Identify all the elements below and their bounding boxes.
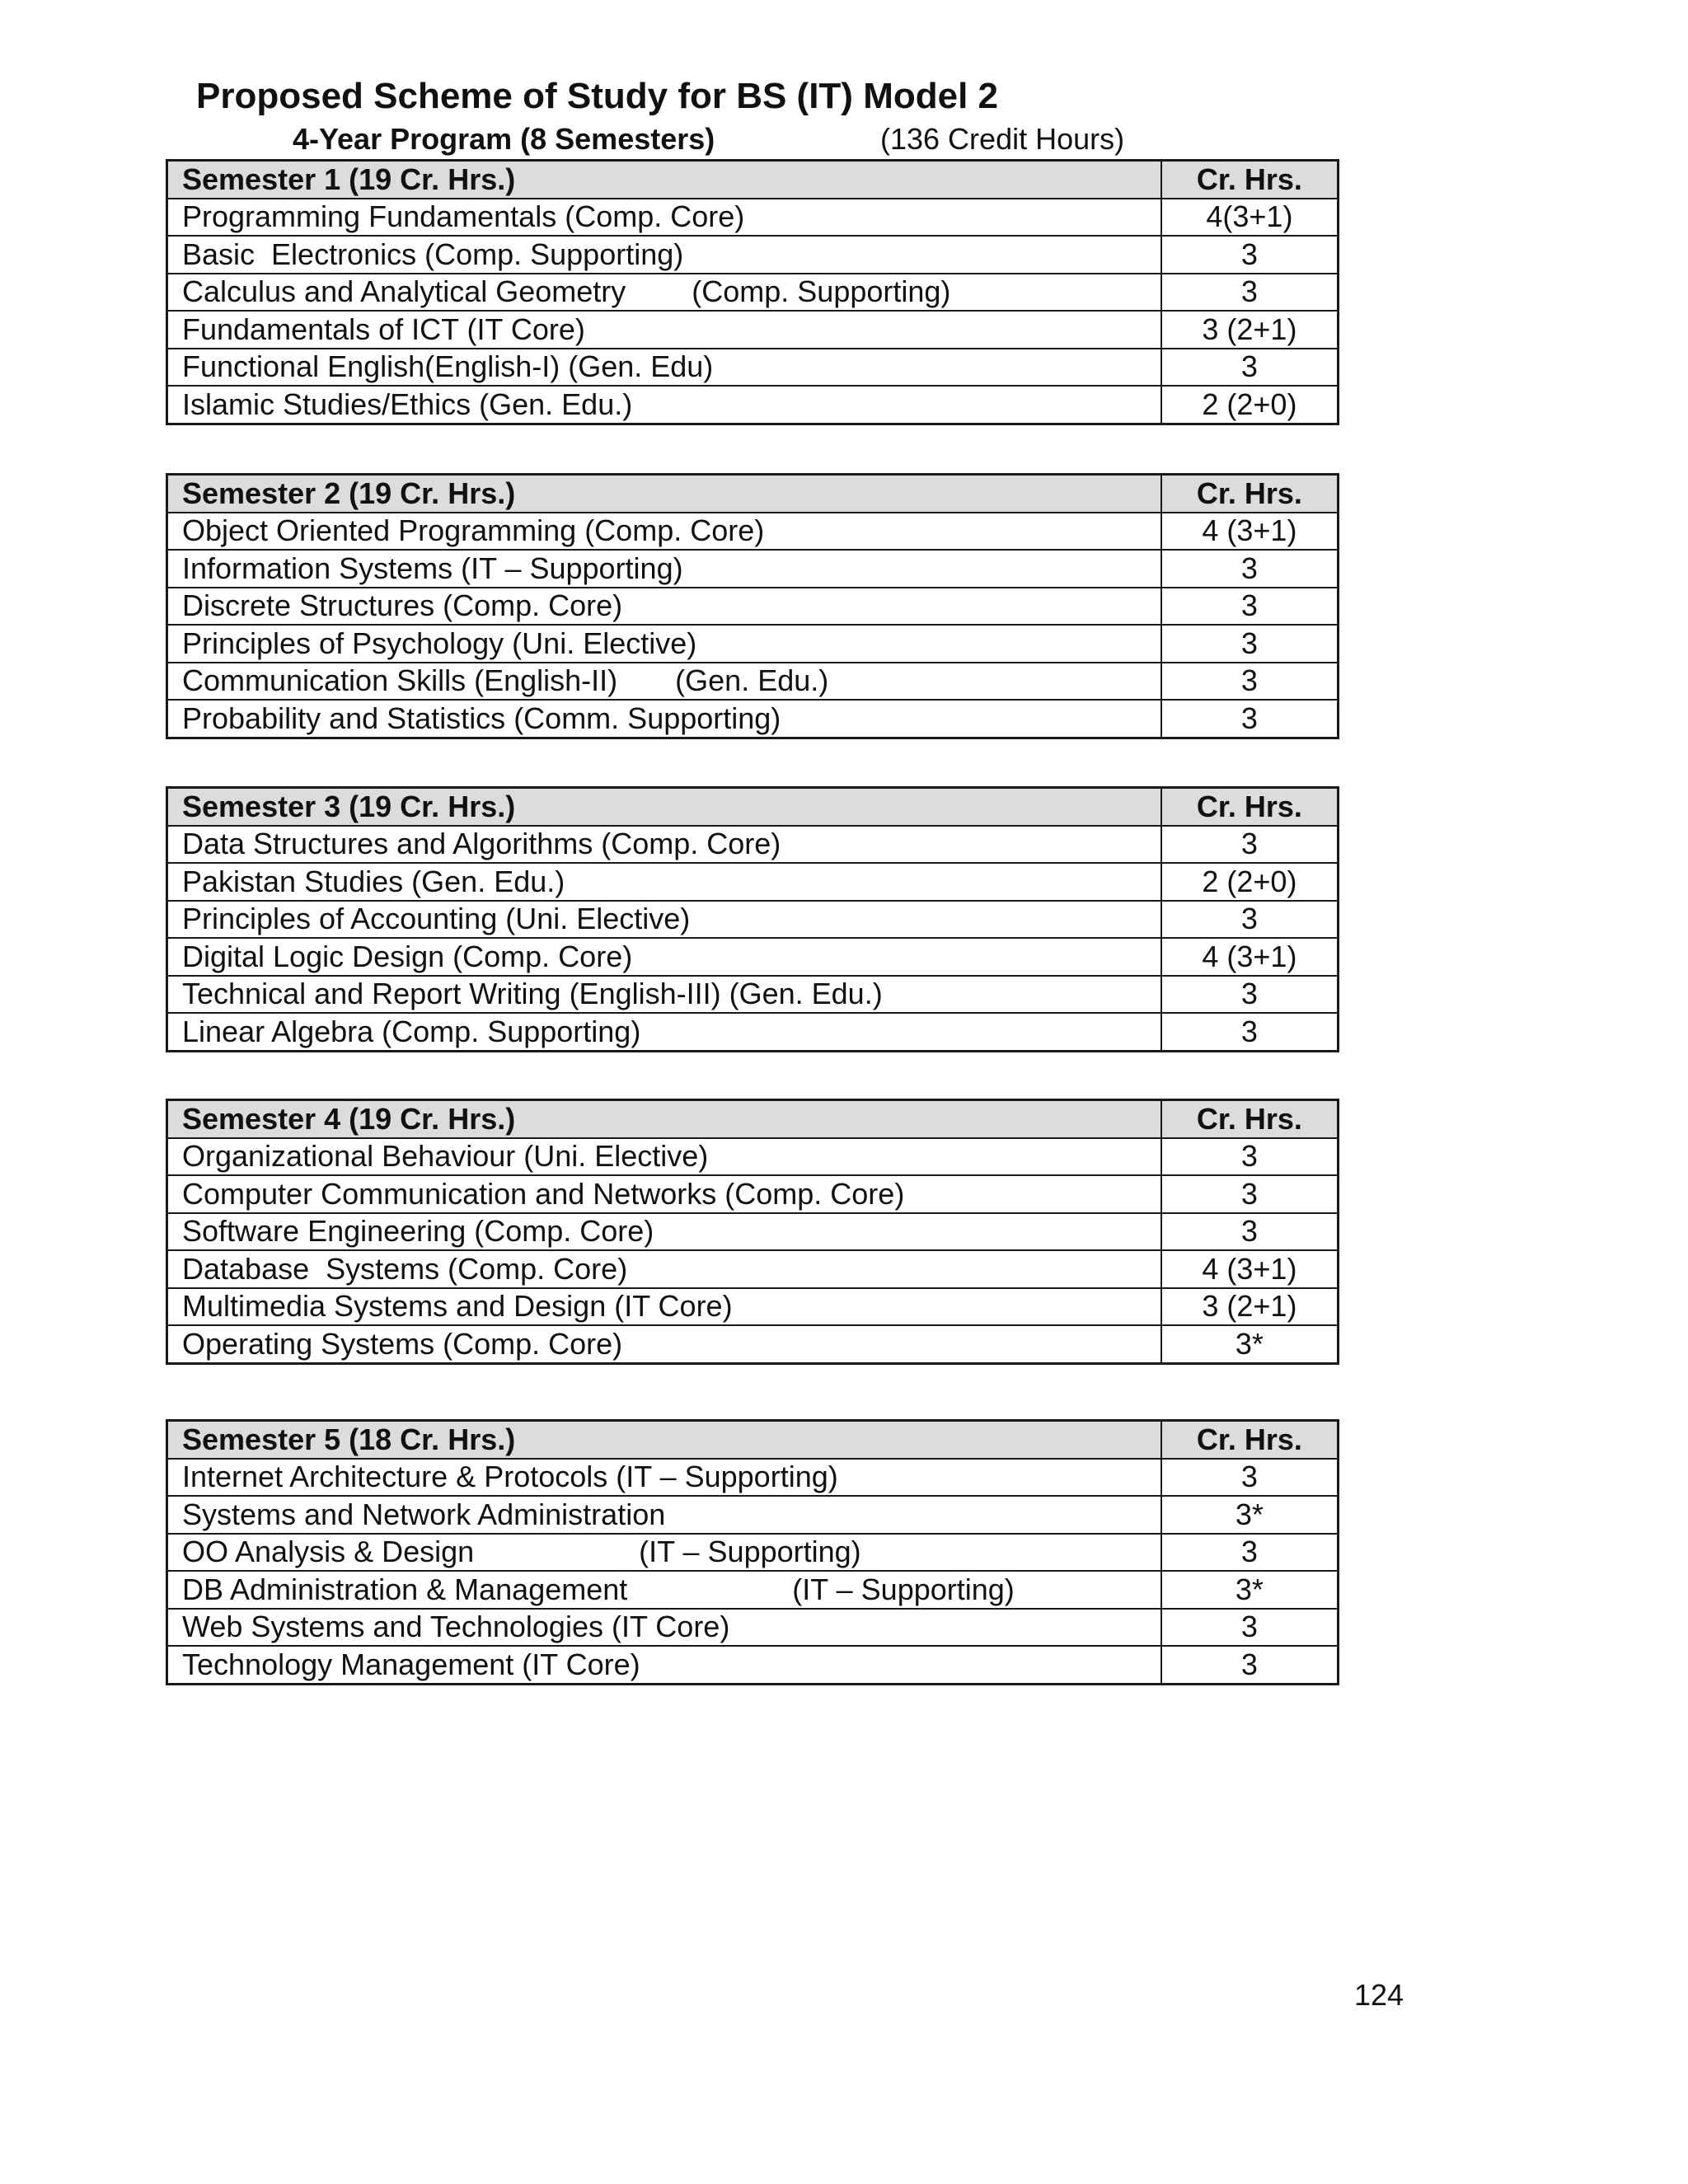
credit-hours-heading: Cr. Hrs. <box>1161 788 1339 826</box>
course-title: Digital Logic Design (Comp. Core) <box>167 938 1161 976</box>
semester-2-table <box>166 473 1339 739</box>
course-title: Web Systems and Technologies (IT Core) <box>167 1609 1161 1647</box>
course-title: Calculus and Analytical Geometry (Comp. Supporting) <box>167 274 1161 312</box>
semester-heading: Semester 2 (19 Cr. Hrs.) <box>167 475 1161 513</box>
course-title: Computer Communication and Networks (Comp. Core) <box>167 1175 1161 1213</box>
course-row <box>167 1288 1339 1326</box>
course-title: Discrete Structures (Comp. Core) <box>167 588 1161 626</box>
course-credit-hours: 4 (3+1) <box>1161 938 1339 976</box>
course-row <box>167 311 1339 349</box>
credit-hours-heading: Cr. Hrs. <box>1161 1421 1339 1459</box>
course-row <box>167 274 1339 312</box>
course-row <box>167 976 1339 1014</box>
course-credit-hours: 3 <box>1161 1175 1339 1213</box>
total-credit-hours: (136 Credit Hours) <box>880 122 1125 156</box>
course-row <box>167 826 1339 864</box>
course-row <box>167 1013 1339 1051</box>
table-header-row <box>167 161 1339 199</box>
credit-hours-heading: Cr. Hrs. <box>1161 1100 1339 1138</box>
course-row <box>167 1534 1339 1572</box>
course-row <box>167 700 1339 738</box>
table-header-row <box>167 1421 1339 1459</box>
program-duration: 4-Year Program (8 Semesters) <box>293 122 715 156</box>
table-header-row <box>167 475 1339 513</box>
course-row <box>167 1250 1339 1288</box>
course-title: Programming Fundamentals (Comp. Core) <box>167 199 1161 237</box>
course-row <box>167 1213 1339 1251</box>
course-row <box>167 1138 1339 1176</box>
course-title: Database Systems (Comp. Core) <box>167 1250 1161 1288</box>
course-credit-hours: 4 (3+1) <box>1161 1250 1339 1288</box>
document-title: Proposed Scheme of Study for BS (IT) Model 2 <box>196 76 998 116</box>
course-credit-hours: 3 <box>1161 1534 1339 1572</box>
course-title: Probability and Statistics (Comm. Supporting) <box>167 700 1161 738</box>
course-title: Internet Architecture & Protocols (IT – Supporting) <box>167 1459 1161 1497</box>
course-credit-hours: 3 <box>1161 588 1339 626</box>
course-credit-hours: 3 <box>1161 663 1339 701</box>
course-credit-hours: 3* <box>1161 1571 1339 1609</box>
course-title: Operating Systems (Comp. Core) <box>167 1325 1161 1363</box>
semester-4-table <box>166 1099 1339 1365</box>
course-credit-hours: 3 <box>1161 976 1339 1014</box>
course-row <box>167 513 1339 551</box>
course-title: Islamic Studies/Ethics (Gen. Edu.) <box>167 386 1161 424</box>
course-title: Multimedia Systems and Design (IT Core) <box>167 1288 1161 1326</box>
course-row <box>167 1325 1339 1363</box>
course-title: DB Administration & Management (IT – Supporting) <box>167 1571 1161 1609</box>
course-title: Software Engineering (Comp. Core) <box>167 1213 1161 1251</box>
course-credit-hours: 3 <box>1161 349 1339 387</box>
course-title: Organizational Behaviour (Uni. Elective) <box>167 1138 1161 1176</box>
course-row <box>167 863 1339 901</box>
course-credit-hours: 3 <box>1161 1459 1339 1497</box>
course-credit-hours: 3 <box>1161 1013 1339 1051</box>
course-credit-hours: 4(3+1) <box>1161 199 1339 237</box>
course-row <box>167 1496 1339 1534</box>
course-credit-hours: 3 (2+1) <box>1161 1288 1339 1326</box>
course-credit-hours: 3 <box>1161 236 1339 274</box>
course-credit-hours: 3 (2+1) <box>1161 311 1339 349</box>
course-title: Data Structures and Algorithms (Comp. Core) <box>167 826 1161 864</box>
course-title: Fundamentals of ICT (IT Core) <box>167 311 1161 349</box>
course-credit-hours: 3* <box>1161 1325 1339 1363</box>
semester-1-table <box>166 159 1339 425</box>
course-title: Communication Skills (English-II) (Gen. Edu.) <box>167 663 1161 701</box>
credit-hours-heading: Cr. Hrs. <box>1161 475 1339 513</box>
course-title: Principles of Accounting (Uni. Elective) <box>167 901 1161 939</box>
course-credit-hours: 2 (2+0) <box>1161 386 1339 424</box>
course-row <box>167 625 1339 663</box>
semester-heading: Semester 3 (19 Cr. Hrs.) <box>167 788 1161 826</box>
semester-heading: Semester 5 (18 Cr. Hrs.) <box>167 1421 1161 1459</box>
semester-heading: Semester 4 (19 Cr. Hrs.) <box>167 1100 1161 1138</box>
course-title: Principles of Psychology (Uni. Elective) <box>167 625 1161 663</box>
course-title: Pakistan Studies (Gen. Edu.) <box>167 863 1161 901</box>
semester-heading: Semester 1 (19 Cr. Hrs.) <box>167 161 1161 199</box>
course-title: Information Systems (IT – Supporting) <box>167 550 1161 588</box>
course-credit-hours: 3 <box>1161 550 1339 588</box>
course-row <box>167 349 1339 387</box>
course-credit-hours: 3 <box>1161 1609 1339 1647</box>
course-row <box>167 1459 1339 1497</box>
course-row <box>167 199 1339 237</box>
course-title: Linear Algebra (Comp. Supporting) <box>167 1013 1161 1051</box>
course-title: Systems and Network Administration <box>167 1496 1161 1534</box>
course-row <box>167 938 1339 976</box>
course-row <box>167 1609 1339 1647</box>
course-credit-hours: 3 <box>1161 1138 1339 1176</box>
course-credit-hours: 3 <box>1161 700 1339 738</box>
course-title: OO Analysis & Design (IT – Supporting) <box>167 1534 1161 1572</box>
course-row <box>167 663 1339 701</box>
course-title: Basic Electronics (Comp. Supporting) <box>167 236 1161 274</box>
semester-3-table <box>166 786 1339 1052</box>
course-row <box>167 386 1339 424</box>
page-number: 124 <box>1354 1978 1404 2012</box>
credit-hours-heading: Cr. Hrs. <box>1161 161 1339 199</box>
semester-5-table <box>166 1419 1339 1685</box>
course-credit-hours: 2 (2+0) <box>1161 863 1339 901</box>
course-credit-hours: 3 <box>1161 901 1339 939</box>
table-header-row <box>167 788 1339 826</box>
course-credit-hours: 3 <box>1161 826 1339 864</box>
course-credit-hours: 3 <box>1161 1646 1339 1684</box>
course-title: Technical and Report Writing (English-III) (Gen. Edu.) <box>167 976 1161 1014</box>
course-row <box>167 1571 1339 1609</box>
course-title: Functional English(English-I) (Gen. Edu) <box>167 349 1161 387</box>
table-header-row <box>167 1100 1339 1138</box>
course-credit-hours: 4 (3+1) <box>1161 513 1339 551</box>
course-credit-hours: 3 <box>1161 274 1339 312</box>
course-row <box>167 901 1339 939</box>
course-row <box>167 550 1339 588</box>
course-credit-hours: 3* <box>1161 1496 1339 1534</box>
course-credit-hours: 3 <box>1161 625 1339 663</box>
course-credit-hours: 3 <box>1161 1213 1339 1251</box>
course-row <box>167 1175 1339 1213</box>
course-row <box>167 1646 1339 1684</box>
course-title: Object Oriented Programming (Comp. Core) <box>167 513 1161 551</box>
course-row <box>167 236 1339 274</box>
course-row <box>167 588 1339 626</box>
course-title: Technology Management (IT Core) <box>167 1646 1161 1684</box>
